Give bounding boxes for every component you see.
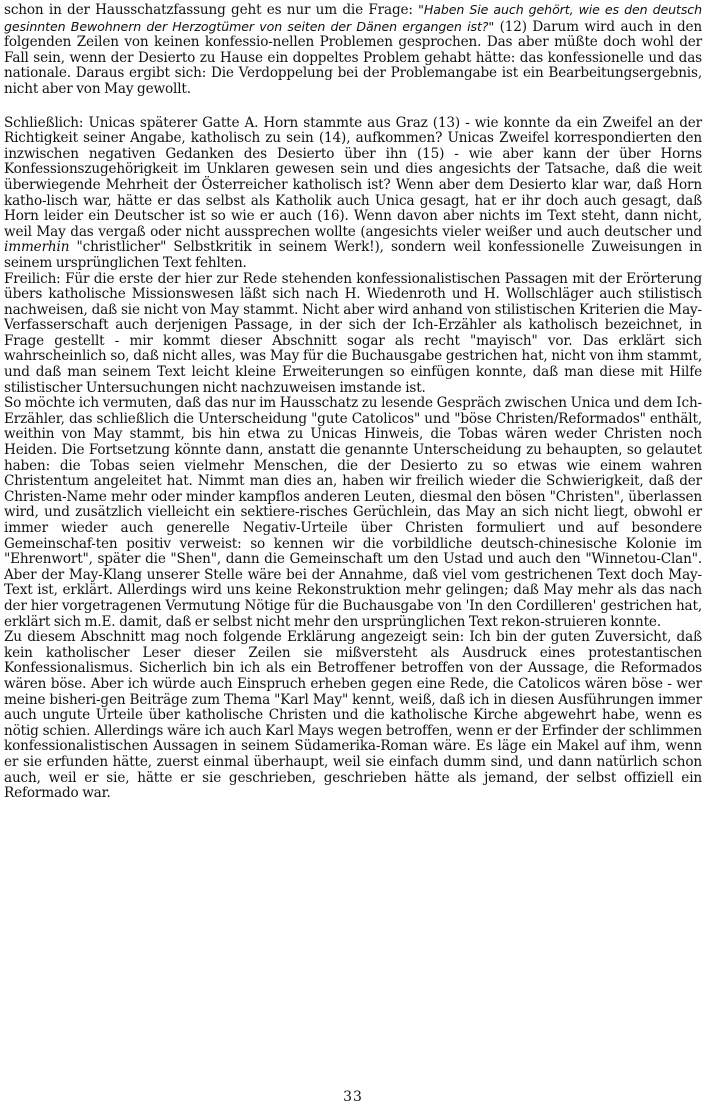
quoted-question: "Haben Sie auch gehört, wie es den deutsch gesinnten Bewohnern der Herzogtümer von seiten der Dänen ergangen ist?": [4, 2, 702, 34]
paragraph-5: Zu diesem Abschnitt mag noch folgende Erklärung angezeigt sein: Ich bin der guten Zuversicht, daß kein katholischer Leser dieser Zeilen sie mißversteht als Ausdruck eines protestantischen Konfessionalismus. Sicherlich bin ich als ein Betroffener betroffen von der Aussage, die Reformados wären böse. Aber ich würde auch Einspruch erheben gegen eine Rede, die Catolicos wären böse - wer meine bisheri-gen Beiträge zum Thema "Karl May" kennt, weiß, daß ich in diesen Ausführungen immer auch ungute Urteile über katholische Christen und die katholische Kirche abgewehrt habe, wenn es nötig schien. Allerdings wäre ich auch Karl Mays wegen betroffen, wenn er der Erfinder der schlimmen konfessionalistischen Aussagen in seinem Südamerika-Roman wäre. Es läge ein Makel auf ihm, wenn er sie erfunden hätte, zuerst einmal überhaupt, weil sie einfach dumm sind, und dann natürlich schon auch, weil er sie, hätte er sie geschrieben, geschrieben hätte als jemand, der selbst offiziell ein Reformado war.: [4, 629, 702, 802]
paragraph-2-text-end: "christlicher" Selbstkritik in seinem Werk!), sondern weil konfessionelle Zuweisungen in seinem ursprünglichen Text fehlten.: [4, 239, 702, 271]
paragraph-1-text-end: (12) Darum wird auch in den folgenden Zeilen von keinen konfessio-nellen Problemen gesprochen. Das aber müßte doch wohl der Fall sein, wenn der Desierto zu Hause ein doppeltes Problem gehabt hätte: das konfessionelle und das nationale. Daraus ergibt sich: Die Verdoppelung bei der Problemangabe ist ein Bearbeitungsergebnis, nicht aber von May gewollt.: [4, 18, 702, 97]
paragraph-1: [4, 2, 702, 98]
document-page: [4, 2, 702, 802]
paragraph-2-text-start: Schließlich: Unicas späterer Gatte A. Horn stammte aus Graz (13) - wie konnte da ein Zweifel an der Richtigkeit seiner Angabe, katholisch zu sein (14), aufkommen? Unicas Zweifel korrespondierten den inzwischen negativen Gedanken des Desierto über ihn (15) - wie aber kann der über Horns Konfessionszugehörigkeit im Unklaren gewesen sein und dies angesichts der Tatsache, daß die weit überwiegende Mehrheit der Österreicher katholisch ist? Wenn aber dem Desierto klar war, daß Horn katho-lisch war, hätte er das selbst als Katholik auch Unica gesagt, hat er ihr doch auch gesagt, daß Horn leider ein Deutscher ist so wie er auch (16). Wenn davon aber nichts im Text steht, dann nicht, weil May das vergaß oder nicht aussprechen wollte (angesichts vieler weißer und auch deutscher und: [4, 114, 702, 240]
emphasized-word: immerhin: [4, 239, 70, 256]
page-number: 33: [343, 1089, 363, 1105]
paragraph-4: So möchte ich vermuten, daß das nur im Hausschatz zu lesende Gespräch zwischen Unica und dem Ich-Erzähler, das schließlich die Unterscheidung "gute Catolicos" und "böse Christen/Reformados" enthält, weithin von May stammt, bis hin etwa zu Unicas Hinweis, die Tobas wären weder Christen noch Heiden. Die Fortsetzung könnte dann, anstatt die genannte Unterscheidung zu behaupten, so gelautet haben: die Tobas seien vielmehr Menschen, die der Desierto zu so etwas wie einem wahren Christentum angeleitet hat. Nimmt man dies an, haben wir freilich wieder die Schwierigkeit, daß der Christen-Name mehr oder minder kampflos anderen Leuten, diesmal den bösen "Christen", überlassen wird, und zusätzlich vielleicht ein sektiere-risches Gerüchlein, das May an sich nicht liegt, obwohl er immer wieder auch generelle Negativ-Urteile über Christen formuliert und auf besondere Gemeinschaf-ten positiv verweist: so kennen wir die vorbildliche deutsch-chinesische Kolonie im "Ehrenwort", später die "Shen", dann die Gemeinschaft um den Ustad und auch den "Winnetou-Clan". Aber der May-Klang unserer Stelle wäre bei der Annahme, daß viel vom gestrichenen Text doch May-Text ist, erklärt. Allerdings wird uns keine Rekonstruktion mehr gelingen; daß May mehr als das nach der hier vorgetragenen Vermutung Nötige für die Buchausgabe von 'In den Cordilleren' gestrichen hat, erklärt sich m.E. damit, daß er selbst nicht mehr den ursprünglichen Text rekon-struieren konnte.: [4, 395, 702, 630]
paragraph-3: Freilich: Für die erste der hier zur Rede stehenden konfessionalistischen Passagen mit der Erörterung übers katholische Missionswesen läßt sich nach H. Wiedenroth und H. Wollschläger auch stilistisch nachweisen, daß sie nicht von May stammt. Nicht aber wird anhand von stilistischen Kriterien die May-Verfasserschaft auch derjenigen Passage, in der sich der Ich-Erzähler als katholisch bezeichnet, in Frage gestellt - mir kommt dieser Abschnitt sogar als recht "mayisch" vor. Das erklärt sich wahrscheinlich so, daß nicht alles, was May für die Buchausgabe gestrichen hat, nicht von ihm stammt, und daß man seinem Text leicht kleine Erweiterungen so einfügen konnte, daß man diese mit Hilfe stilistischer Untersuchungen nicht nachzuweisen imstande ist.: [4, 270, 702, 396]
paragraph-2: [4, 116, 702, 272]
paragraph-1-text-start: schon in der Hausschatzfassung geht es nur um die Frage:: [4, 2, 419, 18]
